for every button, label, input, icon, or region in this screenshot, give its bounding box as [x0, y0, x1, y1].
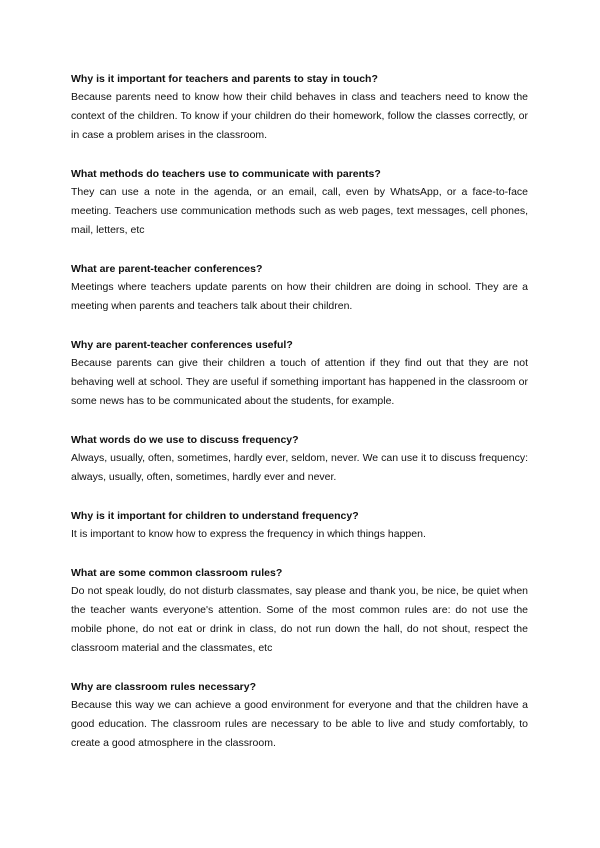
- answer-paragraph: Meetings where teachers update parents on how their children are doing in school. They are a meeting when parents and teachers talk about their children.: [71, 281, 528, 312]
- qa-section-communication-methods: [71, 165, 528, 240]
- qa-section-rules-necessity: [71, 678, 528, 753]
- question-heading: Why is it important for teachers and parents to stay in touch?: [71, 73, 378, 85]
- qa-section-teacher-parent-contact: [71, 70, 528, 145]
- answer-paragraph: Do not speak loudly, do not disturb classmates, say please and thank you, be nice, be quiet when the teacher wants everyone's attention. Some of the most common rules are: do not use the mobile phone, do not eat or drink in class, do not run down the hall, do not shout, respect the classroom material and the classmates, etc: [71, 585, 528, 654]
- answer-paragraph: It is important to know how to express the frequency in which things happen.: [71, 528, 426, 540]
- document-page: [71, 70, 528, 773]
- question-heading: What are parent-teacher conferences?: [71, 263, 263, 275]
- question-heading: Why is it important for children to understand frequency?: [71, 510, 359, 522]
- answer-paragraph: They can use a note in the agenda, or an email, call, even by WhatsApp, or a face-to-face meeting. Teachers use communication methods such as web pages, text messages, cell phones, mail, letters, etc: [71, 186, 528, 236]
- qa-section-frequency-importance: [71, 507, 528, 544]
- question-heading: Why are classroom rules necessary?: [71, 681, 257, 693]
- question-heading: What are some common classroom rules?: [71, 567, 283, 579]
- qa-section-conferences-definition: [71, 260, 528, 316]
- answer-paragraph: Because parents need to know how their child behaves in class and teachers need to know the context of the children. To know if your children do their homework, follow the classes correctly, or in case a problem arises in the classroom.: [71, 91, 528, 141]
- question-heading: What methods do teachers use to communicate with parents?: [71, 168, 381, 180]
- qa-section-frequency-words: [71, 431, 528, 487]
- answer-paragraph: Because parents can give their children a touch of attention if they find out that they are not behaving well at school. They are useful if something important has happened in the classroom or some news has to be communicated about the students, for example.: [71, 357, 528, 407]
- question-heading: Why are parent-teacher conferences useful?: [71, 339, 293, 351]
- qa-section-classroom-rules: [71, 564, 528, 658]
- answer-paragraph: Because this way we can achieve a good environment for everyone and that the children have a good education. The classroom rules are necessary to be able to live and study comfortably, to create a good atmosphere in the classroom.: [71, 699, 528, 749]
- qa-section-conferences-usefulness: [71, 336, 528, 411]
- question-heading: What words do we use to discuss frequency?: [71, 434, 299, 446]
- answer-paragraph: Always, usually, often, sometimes, hardly ever, seldom, never. We can use it to discuss frequency: always, usually, often, sometimes, hardly ever and never.: [71, 452, 528, 483]
